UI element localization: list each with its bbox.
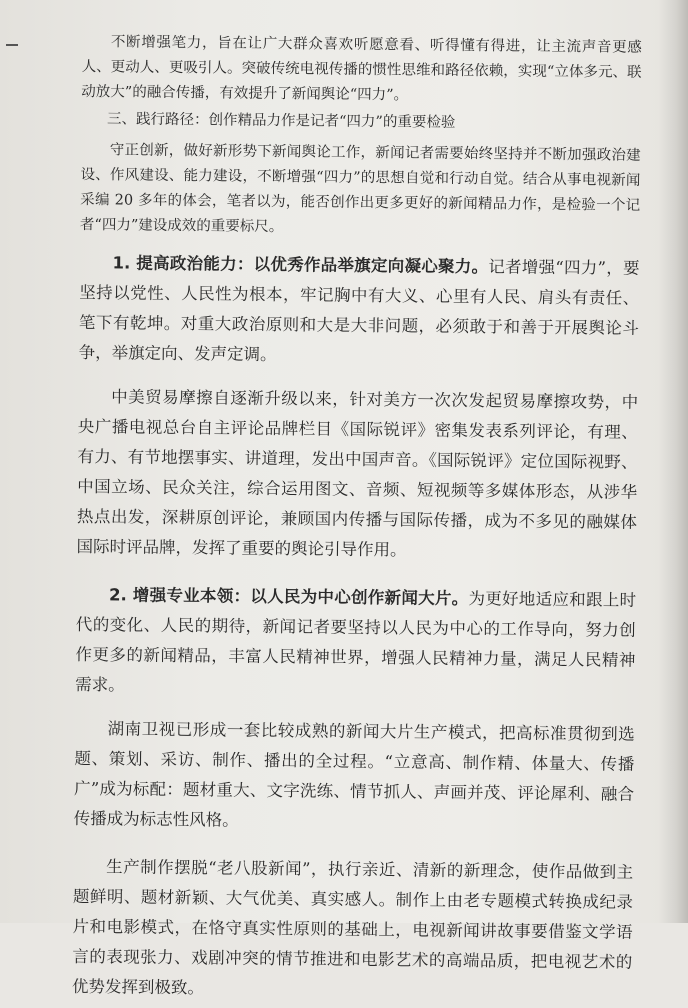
- text-body: [72, 30, 642, 1008]
- paragraph-hunan-tv: 湖南卫视已形成一套比较成熟的新闻大片生产模式，把高标准贯彻到选题、策划、采访、制作、播出的全过程。“立意高、制作精、体量大、传播广”成为标配：题材重大、文字洗练、情节抓人、声画并茂、评论犀利、融合传播成为标志性风格。: [73, 719, 635, 830]
- top-block: [80, 30, 642, 244]
- page-edge-shadow: [658, 0, 688, 923]
- section-heading-3: 三、践行路径：创作精品力作是记者“四力”的重要检验: [106, 111, 456, 131]
- paragraph-intro: 守正创新，做好新形势下新闻舆论工作，新闻记者需要始终坚持并不断加强政治建设、作风建设、能力建设，不断增强“四力”的思想自觉和行动自觉。结合从事电视新闻采编 20 多年的体会，笔者以为，能否创作出更多更好的新闻精品力作，是检验一个记者“四力”建设成效的重要标尺。: [79, 142, 641, 236]
- lower-block: [72, 248, 640, 1008]
- subheading-1-body: 记者增强“四力”，要坚持以党性、人民性为根本，牢记胸中有大义、心里有人民、肩头有责任、笔下有乾坤。对重大政治原则和大是大非问题，必须敢于和善于开展舆论斗争，举旗定向、发声定调。: [78, 257, 640, 365]
- paragraph-section-2: [75, 580, 636, 706]
- paragraph-continuation: 不断增强笔力，旨在让广大群众喜欢听愿意看、听得懂有得进，让主流声音更感人、更动人、更吸引人。突破传统电视传播的惯性思维和路径依赖，实现“立体多元、联动放大”的融合传播，有效提升了新闻舆论“四力”。: [81, 34, 642, 104]
- paragraph-production: 生产制作摆脱“老八股新闻”，执行亲近、清新的新理念，使作品做到主题鲜明、题材新颖、大气优美、真实感人。制作上由老专题模式转换成纪录片和电影模式，在恪守真实性原则的基础上，电视新闻讲故事要借鉴文学语言的表现张力、戏剧冲突的情节推进和电影艺术的高端品质，把电视艺术的优势发挥到极致。: [71, 857, 634, 998]
- subheading-1: 1. 提高政治能力：以优秀作品举旗定向凝心聚力。: [112, 253, 489, 277]
- paragraph-sino-us-trade: 中美贸易摩擦自逐渐升级以来，针对美方一次次发起贸易摩擦攻势，中央广播电视总台自主评论品牌栏目《国际锐评》密集发表系列评论，有理、有力、有节地摆事实、讲道理，发出中国声音。《国际锐评》定位国际视野、中国立场、民众关注，综合运用图文、音频、短视频等多媒体形态，从涉华热点出发，深耕原创评论，兼顾国内传播与国际传播，成为不多见的融媒体国际时评品牌，发挥了重要的舆论引导作用。: [76, 387, 639, 560]
- subheading-2: 2. 增强专业本领：以人民为中心创作新闻大片。: [108, 585, 469, 609]
- paragraph-section-1: [78, 248, 639, 374]
- subheading-2-body: 为更好地适应和跟上时代的变化、人民的期待，新闻记者要坚持以人民为中心的工作导向，努力创作更多的新闻精品，丰富人民精神世界，增强人民精神力量，满足人民精神需求。: [75, 589, 637, 695]
- margin-mark: [6, 44, 18, 46]
